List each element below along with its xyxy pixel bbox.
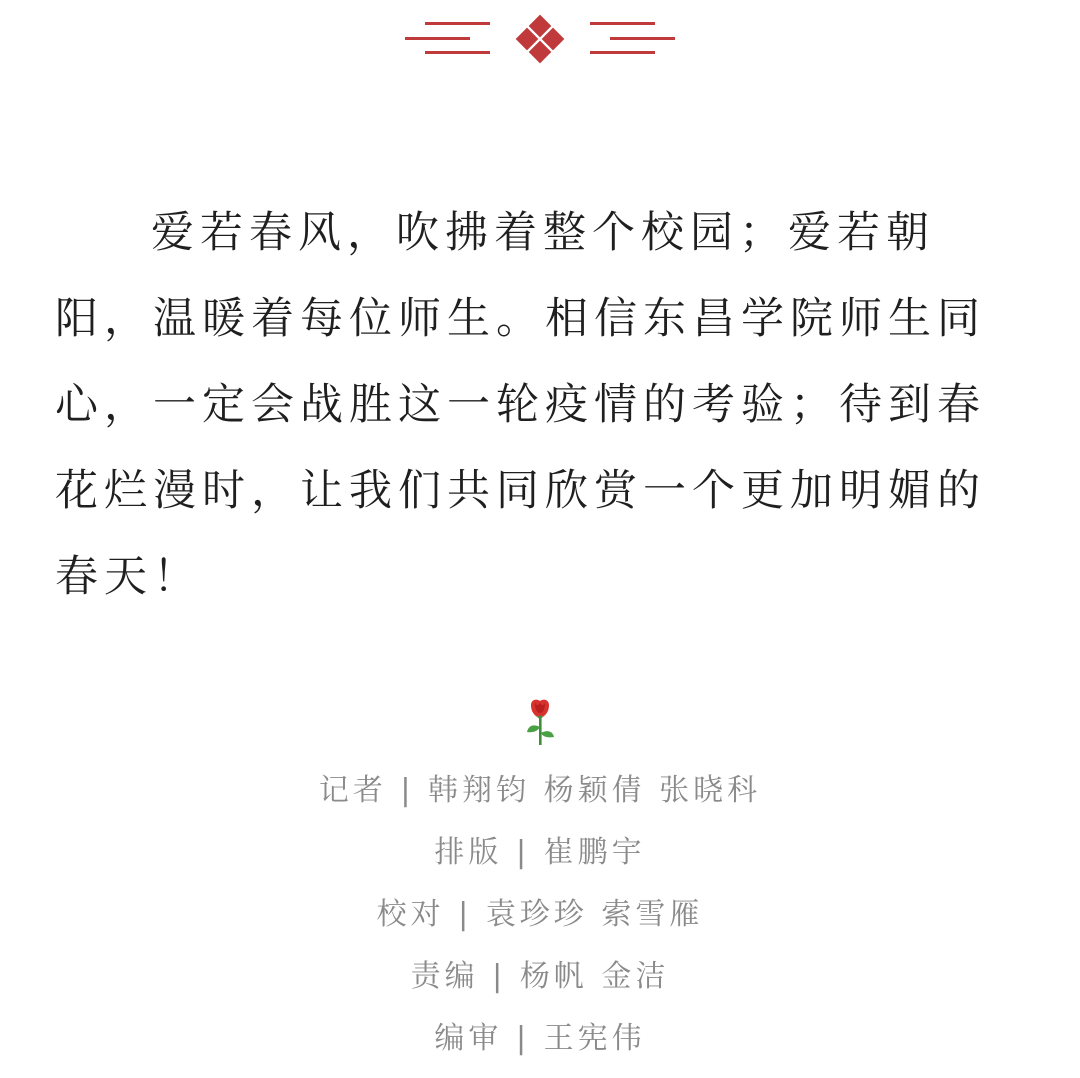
divider-line [405,37,470,40]
credit-role: 排版 [434,835,503,870]
credit-separator: | [444,897,486,932]
credit-names: 王宪伟 [543,1021,646,1056]
divider-line [425,22,490,25]
credit-names: 崔鹏宇 [543,835,646,870]
credit-names: 杨帆 金洁 [519,959,670,994]
credit-line-reporter [0,768,1080,830]
credit-role: 记者 [318,773,387,808]
credits-block [0,768,1080,1078]
credit-separator: | [502,835,544,870]
credit-separator: | [478,959,520,994]
rose-icon [520,697,560,747]
divider-line [425,51,490,54]
divider-line [590,51,655,54]
credit-line-proofreading [0,892,1080,954]
credit-names: 韩翔钧 杨颖倩 张晓科 [428,773,762,808]
article-paragraph: 爱若春风，吹拂着整个校园；爱若朝阳，温暖着每位师生。相信东昌学院师生同心，一定会战胜这一轮疫情的考验；待到春花烂漫时，让我们共同欣赏一个更加明媚的春天！ [55,208,986,602]
credit-line-layout [0,830,1080,892]
credit-separator: | [386,773,429,808]
credit-role: 责编 [410,959,479,994]
divider-line [590,22,655,25]
diamond-cluster-divider-icon [0,0,1080,80]
credit-separator: | [502,1021,544,1056]
credit-line-editor [0,954,1080,1016]
credit-names: 袁珍珍 索雪雁 [485,897,704,932]
credit-role: 校对 [376,897,445,932]
credit-line-reviewer [0,1016,1080,1078]
credit-role: 编审 [434,1021,503,1056]
divider-line [610,37,675,40]
